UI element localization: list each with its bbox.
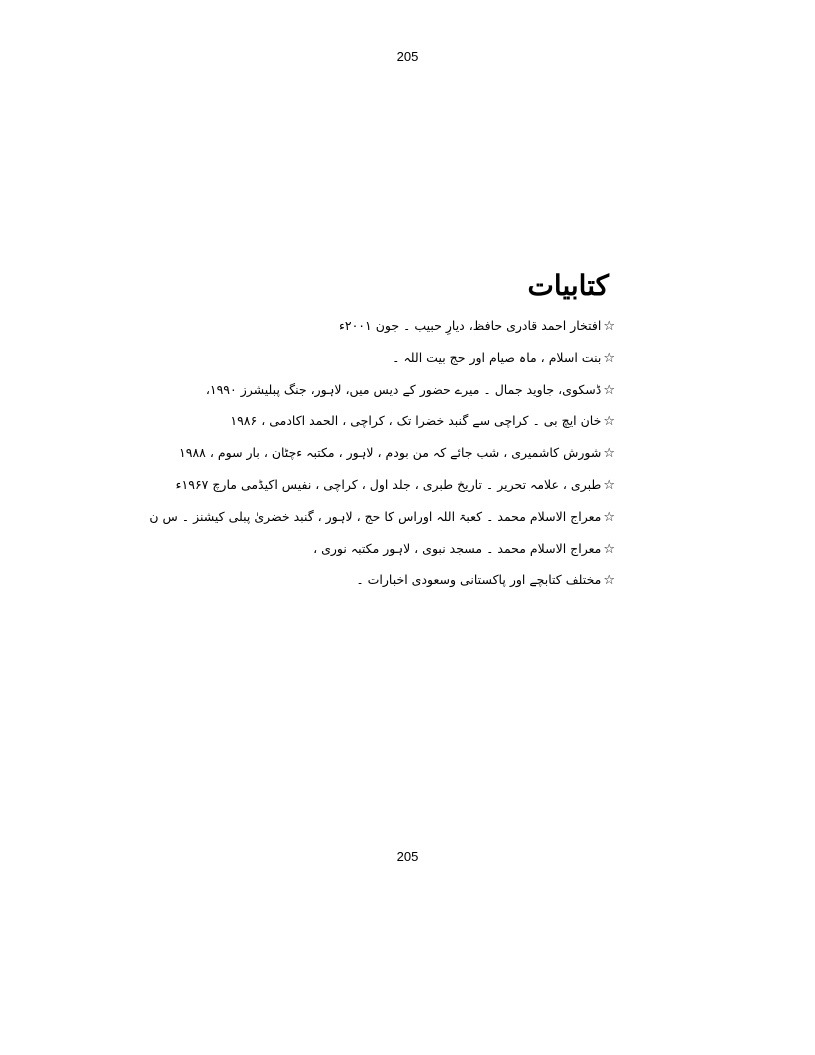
bibliography-heading: کتابیات bbox=[527, 269, 609, 302]
page-number-top: 205 bbox=[396, 49, 419, 64]
bibliography-entry bbox=[200, 310, 615, 342]
star-icon: ☆ bbox=[603, 541, 615, 557]
bibliography-entry bbox=[179, 437, 615, 469]
bibliography-section bbox=[149, 262, 615, 596]
bibliography-entry bbox=[149, 501, 615, 533]
bibliography-entry bbox=[200, 405, 615, 437]
star-icon: ☆ bbox=[603, 319, 615, 334]
bibliography-entry bbox=[200, 374, 615, 406]
bibliography-entry bbox=[200, 342, 615, 374]
bibliography-entry-text: معراج الاسلام محمد ۔ مسجد نبوی ، لاہور مکتبہ نوری ، bbox=[313, 540, 602, 556]
bibliography-entry-text: طبری ، علامہ تحریر ۔ تاریخ طبری ، جلد اول ، کراچی ، نفیس اکیڈمی مارچ ۱۹۶۷ء bbox=[175, 476, 602, 492]
bibliography-entry bbox=[200, 533, 615, 565]
bibliography-entry-text: بنت اسلام ، ماہ صیام اور حج بیت اللہ ۔ bbox=[392, 349, 602, 365]
star-icon: ☆ bbox=[603, 509, 615, 525]
bibliography-entry-text: شورش کاشمیری ، شب جائے کہ من بودم ، لاہور ، مکتبہ ءچٹان ، بار سوم ، ۱۹۸۸ bbox=[179, 445, 602, 461]
page-number-bottom: 205 bbox=[396, 849, 419, 864]
star-icon: ☆ bbox=[603, 446, 615, 462]
bibliography-entry-text: معراج الاسلام محمد ۔ کعبۃ اللہ اوراس کا حج ، لاہور ، گنبد خضریٰ پبلی کیشنز ۔ س ن bbox=[149, 508, 602, 524]
bibliography-entry bbox=[175, 469, 615, 501]
bibliography-entry bbox=[200, 564, 615, 596]
bibliography-entry-text: ڈسکوی، جاوید جمال ۔ میرے حضور کے دیس میں، لاہور، جنگ پبلیشرز ۱۹۹۰، bbox=[205, 381, 602, 397]
bibliography-entry-text: افتخار احمد قادری حافظ، دیارِ حبیب ۔ جون ۲۰۰۱ء bbox=[338, 318, 602, 333]
star-icon: ☆ bbox=[603, 414, 615, 430]
star-icon: ☆ bbox=[603, 477, 615, 493]
bibliography-list bbox=[149, 310, 615, 596]
star-icon: ☆ bbox=[603, 382, 615, 398]
star-icon: ☆ bbox=[603, 350, 615, 366]
bibliography-entry-text: خان ایچ بی ۔ کراچی سے گنبد خضرا تک ، کراچی ، الحمد اکادمی ، ۱۹۸۶ bbox=[230, 413, 602, 429]
bibliography-entry-text: مختلف کتابچے اور پاکستانی وسعودی اخبارات ۔ bbox=[356, 572, 602, 588]
star-icon: ☆ bbox=[603, 573, 615, 589]
